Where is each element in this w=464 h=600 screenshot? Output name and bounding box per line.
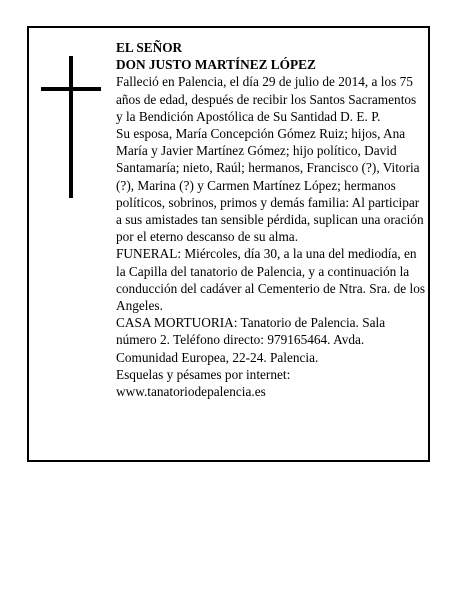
funeral-home-info: CASA MORTUORIA: Tanatorio de Palencia. Sala número 2. Teléfono directo: 979165464. Avda. Comunidad Europea, 22-24. Palencia. [116, 315, 386, 365]
cross-icon-bar [41, 87, 101, 91]
deceased-name: DON JUSTO MARTÍNEZ LÓPEZ [116, 57, 316, 73]
death-announcement: Falleció en Palencia, el día 29 de julio de 2014, a los 75 años de edad, después de recibir los Santos Sacramentos y la Bendición Apostólica de Su Santidad D. E. P. [116, 74, 417, 124]
obituary-text [116, 39, 426, 400]
title-line-1: EL SEÑOR [116, 40, 183, 55]
family-list: Su esposa, María Concepción Gómez Ruiz; hijos, Ana María y Javier Martínez Gómez; hijo político, David Santamaría; nieto, Raúl; hermanos, Francisco (?), Vitoria (?), Marina (?) y Carmen Martínez López; hermanos políticos, sobrinos, primos y demás familia: Al participar a sus amistades tan sensible pérdida, suplican una oración por el eterno descanso de su alma. [116, 126, 424, 245]
obituary-notice [27, 26, 430, 462]
funeral-info: FUNERAL: Miércoles, día 30, a la una del mediodía, en la Capilla del tanatorio de Palencia, y a continuación la conducción del cadáver al Cementerio de Ntra. Sra. de los Angeles. [116, 246, 426, 314]
internet-condolences: Esquelas y pésames por internet: www.tanatoriodepalencia.es [116, 366, 291, 400]
cross-icon [69, 56, 73, 198]
